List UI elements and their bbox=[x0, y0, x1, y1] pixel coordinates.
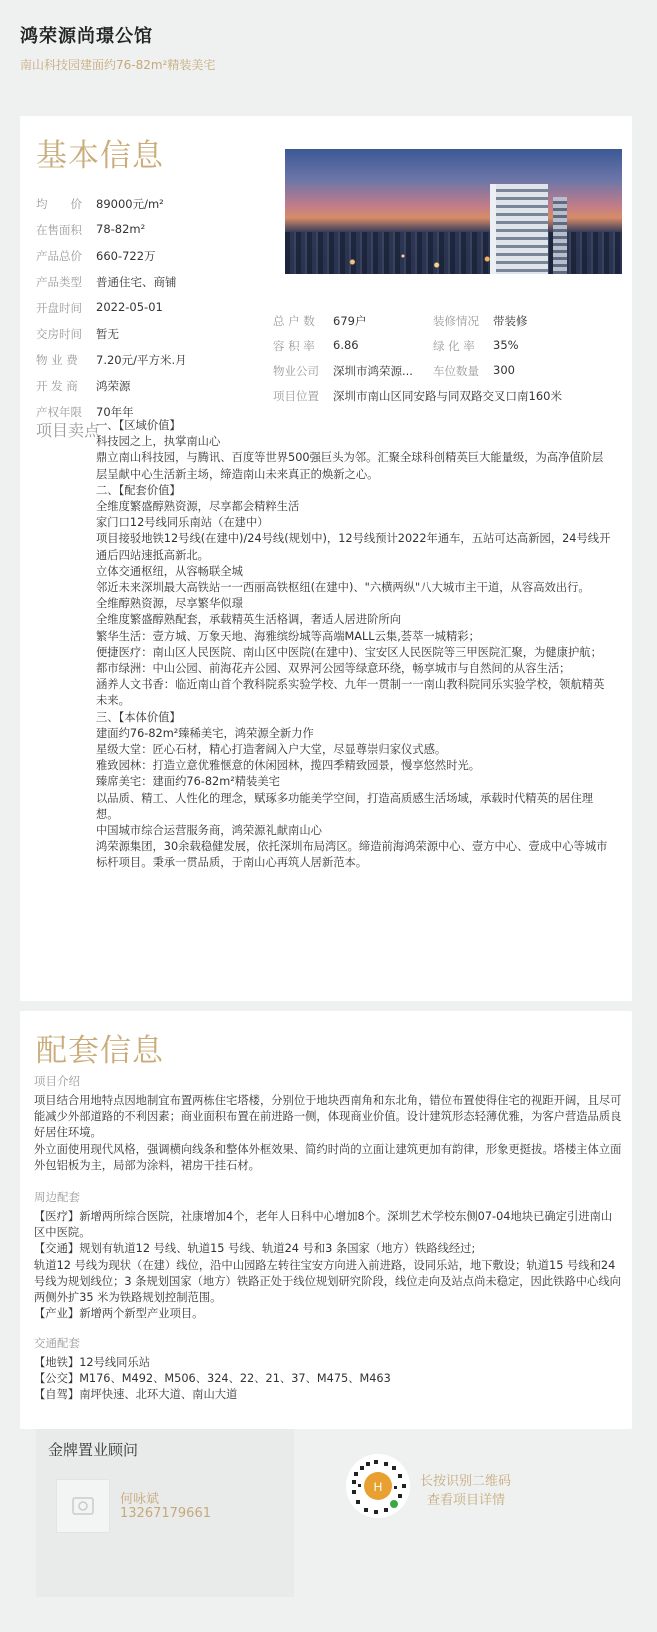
info-label: 产权年限 bbox=[36, 405, 82, 419]
info-value: 普通住宅、商铺 bbox=[96, 275, 177, 289]
stats-row bbox=[273, 363, 623, 388]
green-ratio-label: 绿 化 率 bbox=[433, 339, 475, 353]
decoration-value: 带装修 bbox=[493, 314, 528, 328]
info-row bbox=[36, 326, 286, 352]
parking-value: 300 bbox=[493, 363, 515, 377]
photo-lights bbox=[285, 244, 622, 274]
parking-label: 车位数量 bbox=[433, 364, 479, 378]
basic-info-card bbox=[20, 116, 632, 1001]
info-label: 交房时间 bbox=[36, 327, 82, 341]
nearby-label: 周边配套 bbox=[34, 1190, 80, 1204]
advisor-avatar bbox=[56, 1479, 110, 1533]
intro-label: 项目介绍 bbox=[34, 1074, 80, 1088]
transport-text: 【地铁】12号线同乐站 【公交】M176、M492、M506、324、22、21、37、M475、M463 【自驾】南坪快速、北环大道、南山大道 bbox=[34, 1356, 391, 1402]
info-value: 78-82m² bbox=[96, 222, 146, 236]
selling-points bbox=[36, 418, 616, 872]
info-value: 660-722万 bbox=[96, 249, 156, 263]
info-label: 在售面积 bbox=[36, 223, 82, 237]
project-stats-grid bbox=[273, 313, 623, 413]
location-label: 项目位置 bbox=[273, 389, 319, 403]
property-company-label: 物业公司 bbox=[273, 364, 319, 378]
page-title: 鸿荣源尚璟公馆 bbox=[20, 26, 153, 47]
advisor-title: 金牌置业顾问 bbox=[48, 1441, 139, 1459]
info-label: 开 发 商 bbox=[36, 379, 78, 393]
facilities-title: 配套信息 bbox=[36, 1033, 164, 1069]
svg-text:H: H bbox=[373, 1480, 383, 1494]
info-value: 暂无 bbox=[96, 327, 119, 341]
selling-points-text: 一、【区域价值】 科技园之上，执掌南山心 鼎立南山科技园，与腾讯、百度等世界500强巨头为邻。汇聚全球科创精英巨大能量级，为高净值阶层层呈献中心生活新主场，缔造南山未来真正的焕新之心。 二、【配套价值】 全维度繁盛醇熟资源，尽享都会精粹生活 家门口12号线同乐南站（在建中） 项目接驳地铁12号线(在建中)/24号线(规划中)，12号线预计2022年通车，五站可达高新园，24号线开通后四站速抵高新北。 立体交通枢纽，从容畅联全城 邻近未来深圳最大高铁站一一西丽高铁枢纽(在建中)、"六横两纵"八大城市主干道，从容高效出行。 全维醇熟资源，尽享繁华似璟 全维度繁盛醇熟配套，承载精英生活格调，奢适人居进阶所向 繁华生活：壹方城、万象天地、海雅缤纷城等高端MALL云集,荟萃一城精彩； 便捷医疗：南山区人民医院、南山区中医院(在建中)、宝安区人民医院等三甲医院汇聚，为健康护航； 都市绿洲：中山公园、前海花卉公园、双界河公园等绿意环绕，畅享城市与自然间的从容生活； 涵养人文书香：临近南山首个教科院系实验学校、九年一贯制一一南山教科院同乐实验学校，领航精英未来。 三、【本体价值】 建面约76-82m²臻稀美宅，鸿荣源全新力作 星级大堂：匠心石材，精心打造奢阔入户大堂，尽显尊崇归家仪式感。 雅致园林：打造立意优雅惬意的休闲园林，揽四季精致园景，慢享悠然时光。 臻席美宅：建面约76-82m²精装美宅 以品质、精工、人性化的理念，赋琢多功能美学空间，打造高质感生活场域，承载时代精英的居住理想。 中国城市综合运营服务商，鸿荣源礼献南山心 鸿荣源集团，30余载稳健发展，依托深圳布局湾区。缔造前海鸿荣源中心、壹方中心、壹成中心等城市标杆项目。秉承一贯品质，于南山心再筑人居新范本。 bbox=[96, 419, 611, 870]
property-company-value: 深圳市鸿荣源... bbox=[333, 364, 413, 378]
info-row bbox=[36, 222, 286, 248]
info-row bbox=[36, 274, 286, 300]
info-label: 开盘时间 bbox=[36, 301, 82, 315]
info-label: 物 业 费 bbox=[36, 353, 78, 367]
photo-tower-side bbox=[553, 197, 567, 274]
basic-info-list bbox=[36, 196, 286, 430]
info-value: 89000元/m² bbox=[96, 197, 164, 211]
decoration-label: 装修情况 bbox=[433, 314, 479, 328]
green-ratio-value: 35% bbox=[493, 338, 519, 352]
location-value: 深圳市南山区同安路与同双路交叉口南160米 bbox=[333, 389, 562, 403]
info-row bbox=[36, 196, 286, 222]
plot-ratio-label: 容 积 率 bbox=[273, 339, 315, 353]
selling-points-label: 项目卖点 bbox=[36, 421, 101, 440]
page-header bbox=[20, 22, 637, 73]
qr-caption-line1: 长按识别二维码 bbox=[420, 1474, 512, 1489]
info-label: 产品类型 bbox=[36, 275, 82, 289]
page-subtitle: 南山科技园建面约76-82m²精装美宅 bbox=[20, 58, 216, 72]
qr-code-icon bbox=[346, 1454, 410, 1518]
info-value: 70年年 bbox=[96, 405, 134, 419]
total-units-label: 总 户 数 bbox=[273, 314, 315, 328]
info-row bbox=[36, 248, 286, 274]
plot-ratio-value: 6.86 bbox=[333, 338, 359, 352]
avatar-placeholder-icon bbox=[69, 1492, 97, 1520]
basic-info-title: 基本信息 bbox=[36, 138, 164, 174]
project-photo bbox=[285, 149, 622, 274]
qr-caption-line2: 查看项目详情 bbox=[427, 1493, 506, 1508]
intro-text: 项目结合用地特点因地制宜布置两栋住宅塔楼，分别位于地块西南角和东北角，错位布置使得住宅的视距开阔，且尽可能减少外部道路的不利因素；商业面积布置在前进路一侧，体现商业价值。设计建筑形态轻薄优雅，为客户营造品质良好居住环境。 外立面使用现代风格，强调横向线条和整体外框效果、简约时尚的立面让建筑更加有韵律，形象更挺拔。塔楼主体立面外包铝板为主，局部为涂料，裙房干挂石材。 bbox=[34, 1094, 622, 1172]
advisor-name: 何咏斌 bbox=[120, 1492, 160, 1507]
info-value: 7.20元/平方米.月 bbox=[96, 353, 187, 367]
info-row bbox=[36, 378, 286, 404]
facilities-card bbox=[20, 1011, 632, 1429]
qr-code[interactable] bbox=[346, 1454, 410, 1518]
info-value: 2022-05-01 bbox=[96, 300, 163, 314]
stats-row bbox=[273, 388, 623, 413]
stats-row bbox=[273, 338, 623, 363]
total-units-value: 679户 bbox=[333, 314, 367, 328]
info-value: 鸿荣源 bbox=[96, 379, 131, 393]
info-label: 均 价 bbox=[36, 197, 82, 211]
info-row bbox=[36, 300, 286, 326]
stats-row bbox=[273, 313, 623, 338]
nearby-text: 【医疗】新增两所综合医院，社康增加4个，老年人日科中心增加8个。深圳艺术学校东侧07-04地块已确定引进南山区中医院。 【交通】规划有轨道12 号线、轨道15 号线、轨道24 号和3 条国家（地方）铁路线经过; 轨道12 号线为现状（在建）线位，沿中山园路左转往宝安方向进入前进路，设同乐站，地下敷设；轨道15 号线和24 号线为规划线位；3 条规划国家（地方）铁路正处于线位规划研究阶段，线位走向及站点尚未稳定，因此铁路中心线向两侧外扩35 米为铁路规划控制范围。 【产业】新增两个新型产业项目。 bbox=[34, 1210, 621, 1321]
info-row bbox=[36, 352, 286, 378]
advisor-card[interactable] bbox=[36, 1429, 294, 1597]
transport-label: 交通配套 bbox=[34, 1336, 80, 1350]
info-label: 产品总价 bbox=[36, 249, 82, 263]
photo-tower bbox=[490, 184, 548, 274]
advisor-phone[interactable]: 13267179661 bbox=[120, 1506, 211, 1521]
